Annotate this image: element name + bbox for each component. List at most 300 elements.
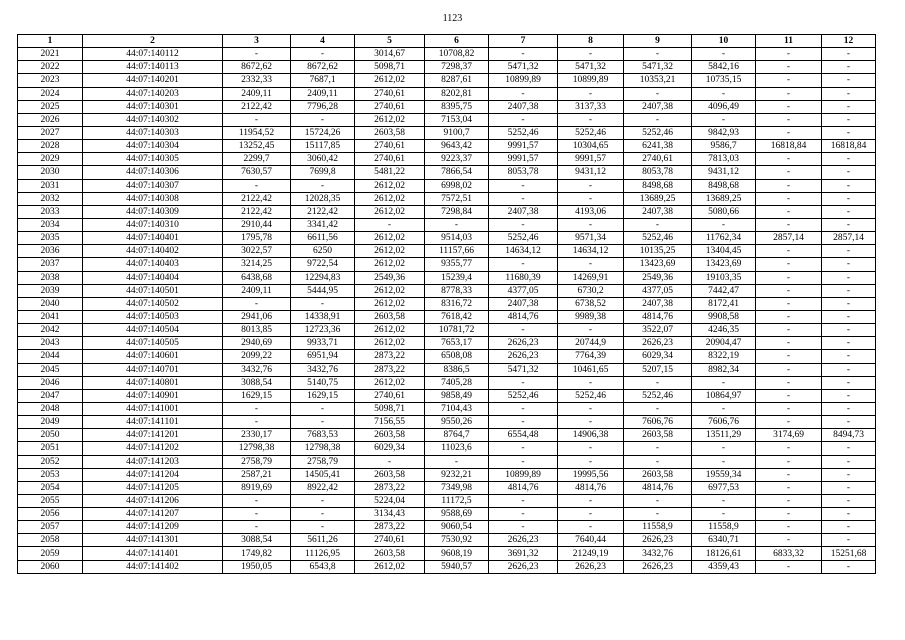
table-cell: - [822, 363, 876, 376]
table-cell: 11558,9 [692, 521, 756, 534]
table-cell: 5140,75 [291, 376, 355, 389]
table-cell: 13689,25 [624, 192, 692, 205]
table-cell: - [822, 87, 876, 100]
table-cell: 13404,45 [692, 245, 756, 258]
column-header: 1 [18, 35, 83, 48]
table-cell: - [756, 179, 822, 192]
table-cell: - [756, 218, 822, 231]
table-cell: - [822, 245, 876, 258]
table-cell: - [756, 284, 822, 297]
table-cell: - [692, 442, 756, 455]
table-cell: 44:07:141001 [83, 402, 223, 415]
table-cell: 9842,93 [692, 126, 756, 139]
table-cell: 13423,69 [624, 258, 692, 271]
table-cell: - [291, 179, 355, 192]
table-cell: 5207,15 [624, 363, 692, 376]
table-cell: 4814,76 [558, 481, 624, 494]
table-cell: 2612,02 [355, 179, 425, 192]
table-cell: 14634,12 [558, 245, 624, 258]
table-row [18, 61, 876, 74]
table-cell: - [223, 508, 291, 521]
table-cell: 8322,19 [692, 350, 756, 363]
table-cell: 19103,35 [692, 271, 756, 284]
column-header: 5 [355, 35, 425, 48]
table-cell: 2409,11 [291, 87, 355, 100]
table-cell: 8053,78 [624, 166, 692, 179]
table-cell: 44:07:140504 [83, 324, 223, 337]
table-cell: - [692, 87, 756, 100]
table-cell: 44:07:140505 [83, 337, 223, 350]
table-cell: - [223, 521, 291, 534]
table-cell: 2407,38 [624, 297, 692, 310]
table-cell: 44:07:140404 [83, 271, 223, 284]
table-cell: - [822, 74, 876, 87]
table-cell: - [822, 48, 876, 61]
table-cell: - [756, 271, 822, 284]
table-cell: 44:07:140112 [83, 48, 223, 61]
table-cell: 5252,46 [624, 126, 692, 139]
table-cell: 3432,76 [223, 363, 291, 376]
table-row [18, 324, 876, 337]
table-cell: - [756, 494, 822, 507]
table-cell: - [756, 113, 822, 126]
table-row [18, 153, 876, 166]
table-cell: 2740,61 [355, 534, 425, 547]
table-cell: 9989,38 [558, 310, 624, 323]
table-cell: 44:07:140306 [83, 166, 223, 179]
table-cell: 8498,68 [624, 179, 692, 192]
table-cell: 44:07:141205 [83, 481, 223, 494]
table-cell: 2122,42 [223, 100, 291, 113]
table-cell: 20744,9 [558, 337, 624, 350]
table-cell: - [756, 297, 822, 310]
table-cell: 2122,42 [223, 205, 291, 218]
table-row [18, 481, 876, 494]
table-cell: 2740,61 [355, 87, 425, 100]
table-cell: 44:07:140501 [83, 284, 223, 297]
table-cell: 4814,76 [624, 481, 692, 494]
table-cell: 2612,02 [355, 113, 425, 126]
table-cell: - [489, 48, 558, 61]
table-cell: 6340,71 [692, 534, 756, 547]
table-cell: 9223,37 [425, 153, 489, 166]
table-cell: - [756, 363, 822, 376]
table-cell: - [624, 218, 692, 231]
table-cell: 10135,25 [624, 245, 692, 258]
table-cell: - [756, 258, 822, 271]
table-cell: 2740,61 [355, 140, 425, 153]
table-cell: - [756, 521, 822, 534]
table-cell: 44:07:140307 [83, 179, 223, 192]
table-cell: - [558, 521, 624, 534]
column-header: 8 [558, 35, 624, 48]
table-cell: 8922,42 [291, 481, 355, 494]
table-cell: 2626,23 [489, 350, 558, 363]
table-cell: 2037 [18, 258, 83, 271]
table-cell: - [291, 48, 355, 61]
table-cell: 7630,57 [223, 166, 291, 179]
table-cell: 44:07:141101 [83, 416, 223, 429]
table-cell: 11126,95 [291, 547, 355, 560]
table-cell: 4377,05 [624, 284, 692, 297]
table-cell: 6508,08 [425, 350, 489, 363]
table-cell: 2049 [18, 416, 83, 429]
table-cell: 2025 [18, 100, 83, 113]
table-cell: 12798,38 [223, 442, 291, 455]
table-cell: 7606,76 [624, 416, 692, 429]
table-cell: - [489, 87, 558, 100]
table-row [18, 258, 876, 271]
table-cell: 8386,5 [425, 363, 489, 376]
table-cell: 3088,54 [223, 534, 291, 547]
table-cell: - [489, 402, 558, 415]
table-cell: - [822, 468, 876, 481]
table-cell: - [822, 324, 876, 337]
table-cell: 44:07:140305 [83, 153, 223, 166]
table-cell: 5080,66 [692, 205, 756, 218]
table-row [18, 402, 876, 415]
table-cell: 12028,35 [291, 192, 355, 205]
table-cell: 6029,34 [355, 442, 425, 455]
table-cell: - [489, 113, 558, 126]
table-cell: 8672,62 [223, 61, 291, 74]
table-row [18, 100, 876, 113]
table-cell: 2053 [18, 468, 83, 481]
table-cell: 44:07:140801 [83, 376, 223, 389]
table-cell: 44:07:140901 [83, 389, 223, 402]
table-cell: 3134,43 [355, 508, 425, 521]
table-cell: - [558, 402, 624, 415]
table-cell: 6833,32 [756, 547, 822, 560]
table-cell: - [822, 61, 876, 74]
table-cell: 13689,25 [692, 192, 756, 205]
table-cell: 2941,06 [223, 310, 291, 323]
table-cell: 3522,07 [624, 324, 692, 337]
table-row [18, 179, 876, 192]
table-cell: - [223, 297, 291, 310]
table-cell: 2603,58 [355, 547, 425, 560]
table-row [18, 508, 876, 521]
table-cell: - [756, 442, 822, 455]
table-cell: 2740,61 [355, 100, 425, 113]
table-cell: 2740,61 [355, 389, 425, 402]
table-cell: 10899,89 [489, 468, 558, 481]
table-cell: - [489, 521, 558, 534]
table-cell: 2040 [18, 297, 83, 310]
table-row [18, 494, 876, 507]
table-row [18, 271, 876, 284]
table-cell: 3137,33 [558, 100, 624, 113]
table-cell: 5471,32 [489, 363, 558, 376]
table-cell: - [756, 126, 822, 139]
table-cell: - [822, 560, 876, 573]
table-cell: 11680,39 [489, 271, 558, 284]
table-cell: 2873,22 [355, 521, 425, 534]
table-cell: 44:07:140701 [83, 363, 223, 376]
table-cell: - [425, 455, 489, 468]
table-cell: 9060,54 [425, 521, 489, 534]
table-cell: 9100,7 [425, 126, 489, 139]
table-cell: 8982,34 [692, 363, 756, 376]
table-cell: 15239,4 [425, 271, 489, 284]
table-cell: 3432,76 [291, 363, 355, 376]
table-row [18, 442, 876, 455]
table-cell: 5252,46 [489, 389, 558, 402]
table-cell: 6438,68 [223, 271, 291, 284]
table-cell: - [291, 416, 355, 429]
table-cell: 4814,76 [489, 310, 558, 323]
table-cell: 44:07:141202 [83, 442, 223, 455]
table-cell: - [558, 442, 624, 455]
table-cell: 5252,46 [624, 389, 692, 402]
table-cell: 7764,39 [558, 350, 624, 363]
table-cell: - [223, 48, 291, 61]
table-cell: 7530,92 [425, 534, 489, 547]
table-cell: 44:07:141401 [83, 547, 223, 560]
table-cell: 5842,16 [692, 61, 756, 74]
table-cell: 2626,23 [624, 560, 692, 573]
table-cell: 6250 [291, 245, 355, 258]
table-cell: 14269,91 [558, 271, 624, 284]
table-cell: - [558, 416, 624, 429]
table-cell: 44:07:140308 [83, 192, 223, 205]
table-cell: 2052 [18, 455, 83, 468]
table-cell: 12723,36 [291, 324, 355, 337]
table-cell: 44:07:140401 [83, 232, 223, 245]
table-cell: 44:07:140301 [83, 100, 223, 113]
table-cell: 5444,95 [291, 284, 355, 297]
table-cell: 2027 [18, 126, 83, 139]
table-cell: 8013,85 [223, 324, 291, 337]
table-cell: 2056 [18, 508, 83, 521]
table-cell: 4359,43 [692, 560, 756, 573]
table-cell: - [756, 245, 822, 258]
table-row [18, 140, 876, 153]
table-cell: - [355, 218, 425, 231]
table-cell: 2910,44 [223, 218, 291, 231]
table-cell: 2034 [18, 218, 83, 231]
table-cell: 4814,76 [489, 481, 558, 494]
table-cell: 11762,34 [692, 232, 756, 245]
table-cell: 18126,61 [692, 547, 756, 560]
table-cell: 9571,34 [558, 232, 624, 245]
table-cell: 2046 [18, 376, 83, 389]
table-row [18, 429, 876, 442]
table-cell: 2407,38 [624, 205, 692, 218]
table-cell: 3014,67 [355, 48, 425, 61]
table-cell: 2612,02 [355, 192, 425, 205]
table-cell: 8287,61 [425, 74, 489, 87]
table-cell: 44:07:141203 [83, 455, 223, 468]
table-cell: 11558,9 [624, 521, 692, 534]
table-cell: - [425, 218, 489, 231]
table-cell: - [822, 153, 876, 166]
table-cell: 2030 [18, 166, 83, 179]
table-cell: - [291, 508, 355, 521]
table-cell: - [692, 402, 756, 415]
table-cell: 2612,02 [355, 205, 425, 218]
table-cell: 11157,66 [425, 245, 489, 258]
table-cell: - [624, 508, 692, 521]
table-cell: - [489, 416, 558, 429]
table-cell: 4193,06 [558, 205, 624, 218]
table-cell: - [558, 87, 624, 100]
table-cell: 3341,42 [291, 218, 355, 231]
table-cell: - [822, 416, 876, 429]
table-cell: 2050 [18, 429, 83, 442]
table-cell: - [756, 324, 822, 337]
table-cell: 5471,32 [624, 61, 692, 74]
table-cell: 2299,7 [223, 153, 291, 166]
table-cell: 7866,54 [425, 166, 489, 179]
table-cell: 1950,05 [223, 560, 291, 573]
table-cell: - [822, 126, 876, 139]
table-cell: - [756, 192, 822, 205]
table-cell: 8316,72 [425, 297, 489, 310]
table-cell: 7104,43 [425, 402, 489, 415]
table-cell: - [291, 402, 355, 415]
table-row [18, 310, 876, 323]
table-cell: 9550,26 [425, 416, 489, 429]
table-cell: 10864,97 [692, 389, 756, 402]
table-cell: 4096,49 [692, 100, 756, 113]
table-cell: - [822, 389, 876, 402]
table-cell: 8172,41 [692, 297, 756, 310]
table-cell: 9991,57 [489, 153, 558, 166]
table-cell: - [624, 402, 692, 415]
table-cell: 10461,65 [558, 363, 624, 376]
table-cell: 2626,23 [489, 560, 558, 573]
table-cell: 12798,38 [291, 442, 355, 455]
table-cell: 44:07:140302 [83, 113, 223, 126]
table-cell: 5471,32 [558, 61, 624, 74]
table-cell: - [489, 494, 558, 507]
table-cell: 14634,12 [489, 245, 558, 258]
table-cell: - [624, 87, 692, 100]
table-cell: 7699,8 [291, 166, 355, 179]
table-cell: 44:07:140503 [83, 310, 223, 323]
table-cell: - [558, 508, 624, 521]
table-row [18, 192, 876, 205]
table-cell: 2740,61 [355, 153, 425, 166]
table-row [18, 547, 876, 560]
table-cell: 7349,98 [425, 481, 489, 494]
table-cell: 2033 [18, 205, 83, 218]
table-cell: 16818,84 [822, 140, 876, 153]
table-cell: 5940,57 [425, 560, 489, 573]
table-cell: 9232,21 [425, 468, 489, 481]
table-cell: 2603,58 [355, 310, 425, 323]
table-cell: 2409,11 [223, 284, 291, 297]
table-cell: - [558, 192, 624, 205]
table-cell: - [756, 87, 822, 100]
table-cell: 6730,2 [558, 284, 624, 297]
table-cell: 44:07:140113 [83, 61, 223, 74]
table-cell: 2407,38 [624, 100, 692, 113]
table-row [18, 218, 876, 231]
table-cell: - [822, 258, 876, 271]
table-cell: - [558, 179, 624, 192]
table-cell: 14906,38 [558, 429, 624, 442]
table-cell: 12294,83 [291, 271, 355, 284]
table-cell: 6241,38 [624, 140, 692, 153]
table-cell: - [291, 521, 355, 534]
table-cell: 8202,81 [425, 87, 489, 100]
table-cell: 7606,76 [692, 416, 756, 429]
table-row [18, 376, 876, 389]
table-cell: 2603,58 [355, 429, 425, 442]
table-cell: 44:07:141301 [83, 534, 223, 547]
table-cell: 7683,53 [291, 429, 355, 442]
table-cell: 7298,84 [425, 205, 489, 218]
table-cell: 2612,02 [355, 337, 425, 350]
column-header: 2 [83, 35, 223, 48]
table-cell: 8919,69 [223, 481, 291, 494]
column-header: 4 [291, 35, 355, 48]
table-cell: 6738,52 [558, 297, 624, 310]
table-cell: 7153,04 [425, 113, 489, 126]
table-cell: 15117,85 [291, 140, 355, 153]
table-cell: 2029 [18, 153, 83, 166]
table-row [18, 113, 876, 126]
table-cell: 6977,53 [692, 481, 756, 494]
table-cell: 2407,38 [489, 100, 558, 113]
table-cell: 44:07:141209 [83, 521, 223, 534]
table-cell: - [692, 218, 756, 231]
table-cell: 8672,62 [291, 61, 355, 74]
table-cell: 2612,02 [355, 324, 425, 337]
table-cell: 10735,15 [692, 74, 756, 87]
table-cell: - [756, 61, 822, 74]
table-cell: 10304,65 [558, 140, 624, 153]
table-row [18, 521, 876, 534]
table-cell: - [756, 74, 822, 87]
table-cell: 2758,79 [223, 455, 291, 468]
table-body [18, 48, 876, 574]
table-cell: 14338,91 [291, 310, 355, 323]
table-cell: 2021 [18, 48, 83, 61]
table-cell: - [756, 560, 822, 573]
table-cell: 15251,68 [822, 547, 876, 560]
table-cell: - [489, 376, 558, 389]
table-cell: 2055 [18, 494, 83, 507]
table-cell: 44:07:140201 [83, 74, 223, 87]
table-cell: 9933,71 [291, 337, 355, 350]
table-cell: 4814,76 [624, 310, 692, 323]
table-cell: 44:07:140502 [83, 297, 223, 310]
table-cell: 2047 [18, 389, 83, 402]
table-cell: 9431,12 [692, 166, 756, 179]
table-cell: 44:07:141206 [83, 494, 223, 507]
table-cell: - [756, 468, 822, 481]
table-cell: - [692, 376, 756, 389]
table-row [18, 534, 876, 547]
table-cell: 2026 [18, 113, 83, 126]
table-cell: 2758,79 [291, 455, 355, 468]
table-row [18, 455, 876, 468]
table-cell: 44:07:140303 [83, 126, 223, 139]
table-cell: - [822, 494, 876, 507]
table-cell: 7813,03 [692, 153, 756, 166]
table-cell: 2612,02 [355, 284, 425, 297]
table-cell: 2330,17 [223, 429, 291, 442]
table-cell: 2873,22 [355, 363, 425, 376]
table-cell: 2035 [18, 232, 83, 245]
table-cell: 7653,17 [425, 337, 489, 350]
table-row [18, 245, 876, 258]
table-cell: - [558, 324, 624, 337]
table-cell: 2603,58 [355, 468, 425, 481]
